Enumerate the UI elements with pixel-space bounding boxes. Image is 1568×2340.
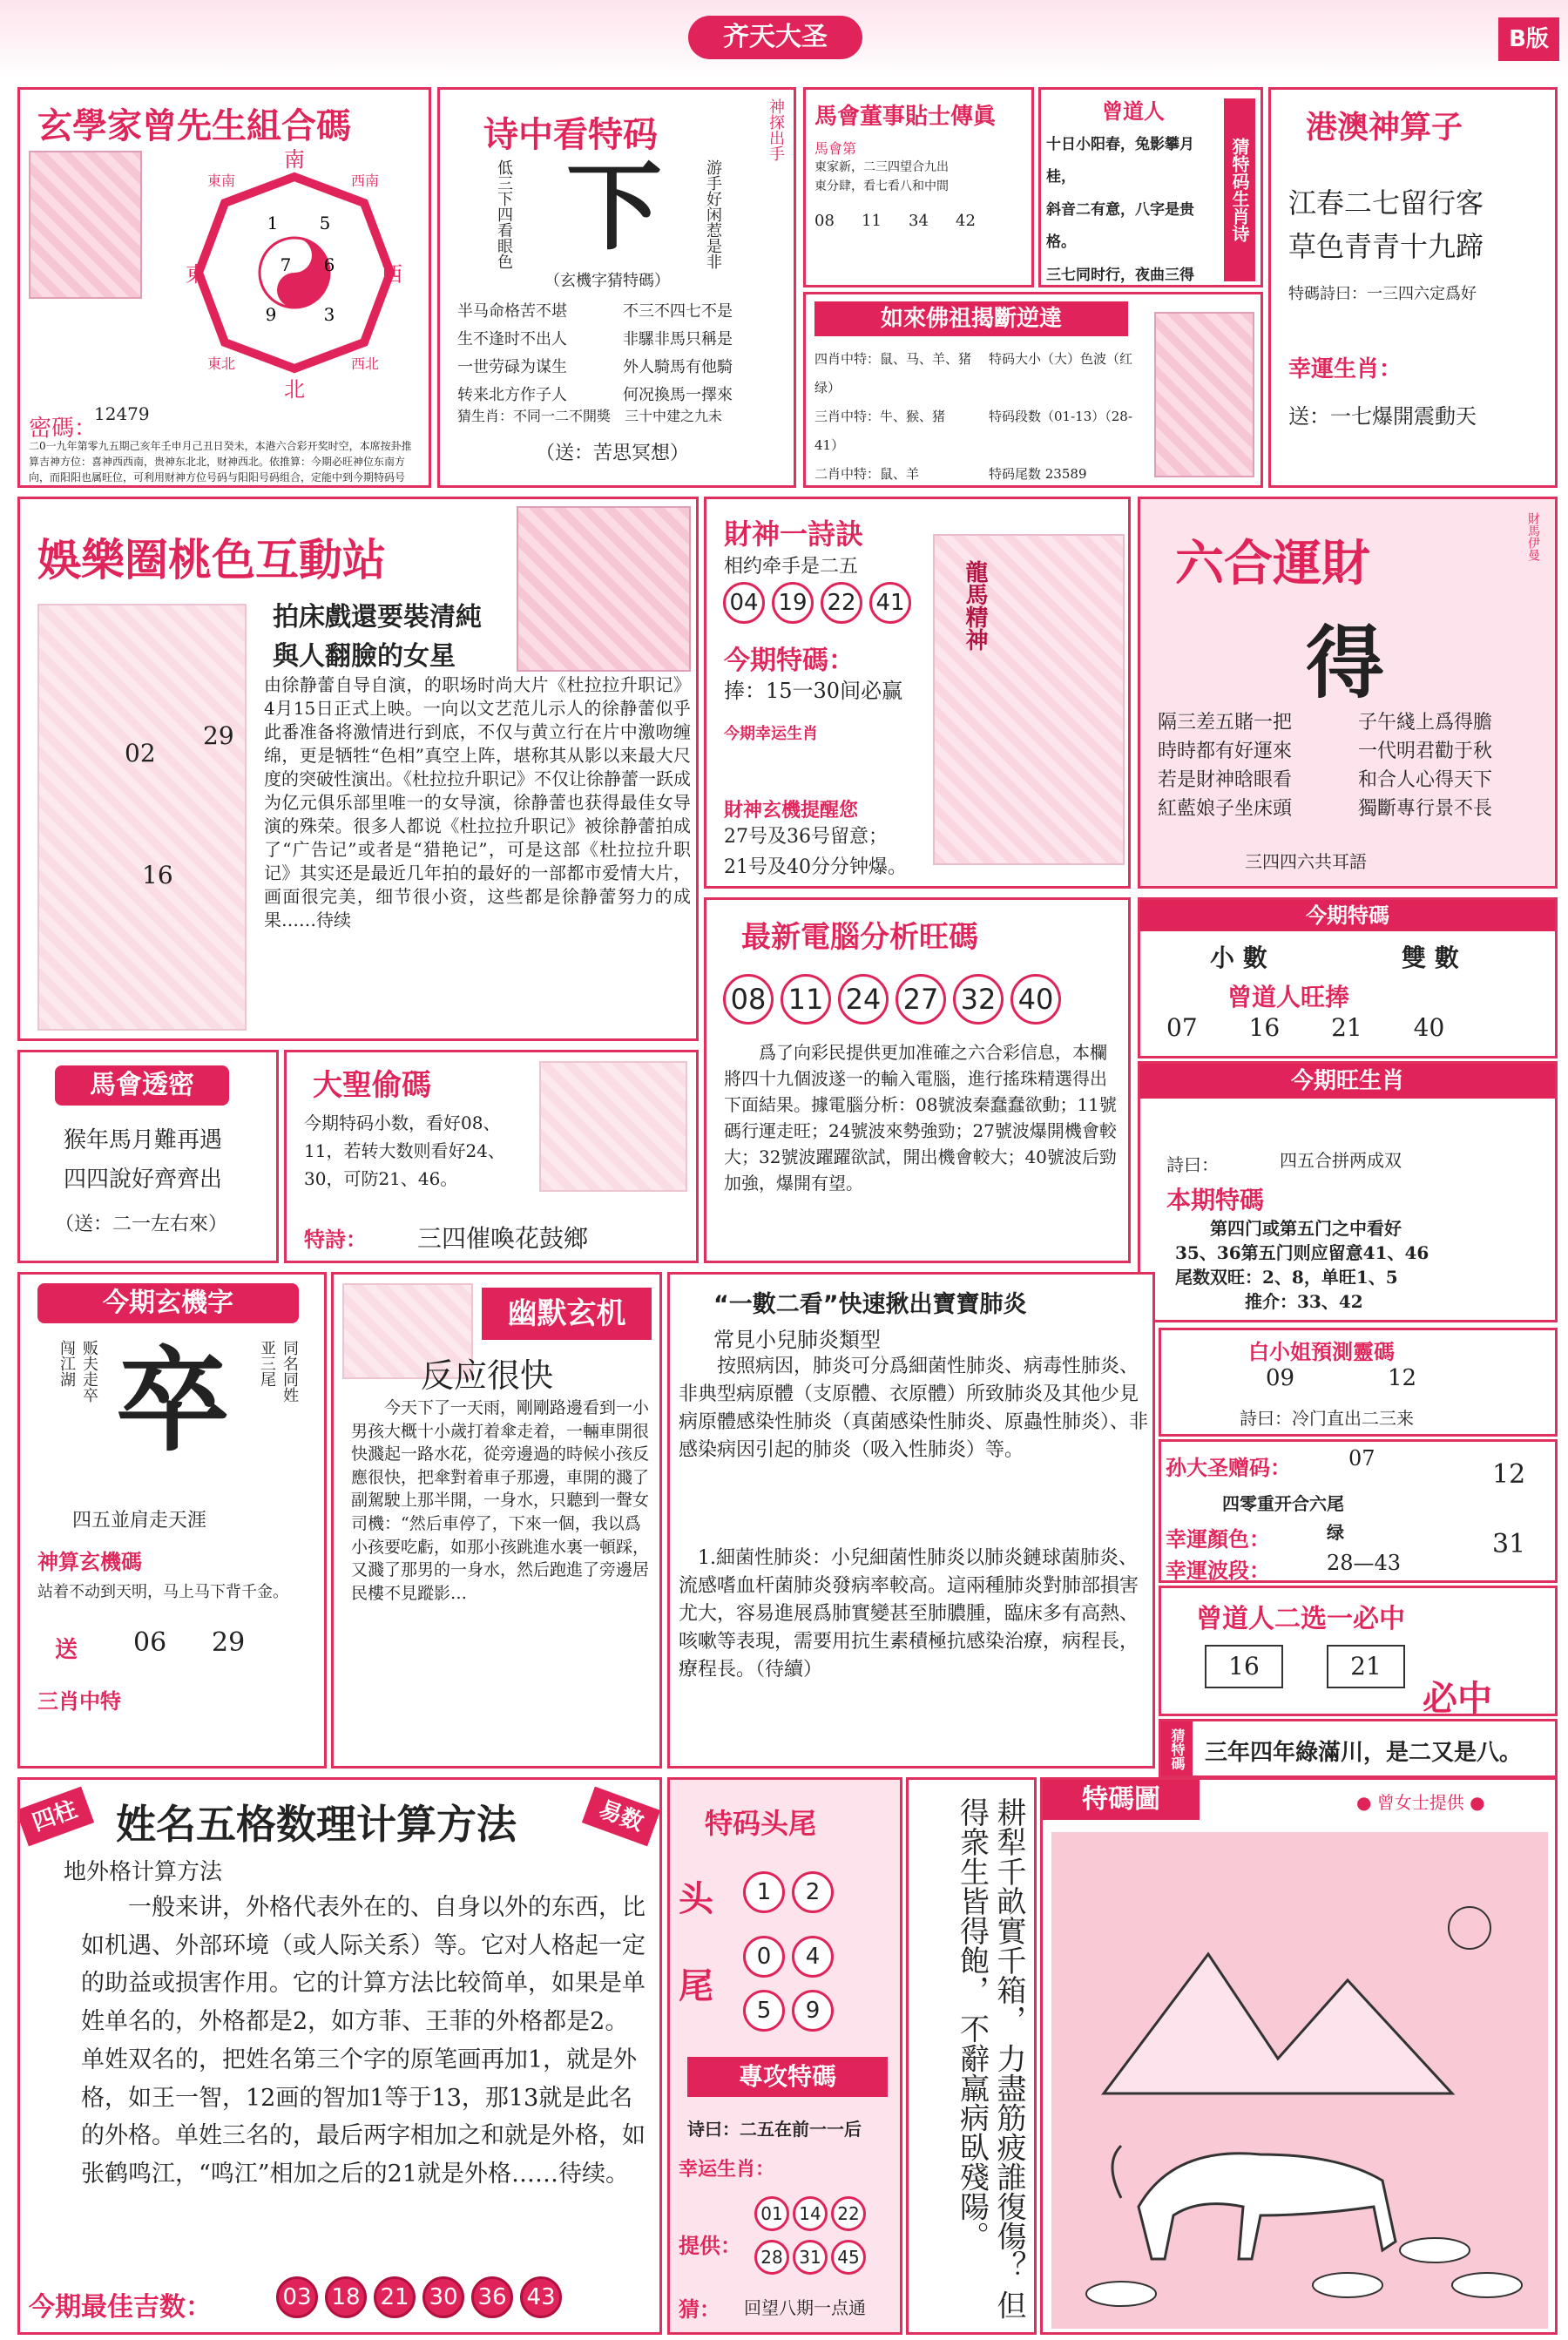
ball: 30 <box>422 2276 464 2318</box>
bagua-num: 5 <box>319 213 331 233</box>
bagua-num: 1 <box>267 213 279 233</box>
sub: 本期特碼 <box>1166 1186 1265 1214</box>
ball: 1 <box>743 1871 785 1913</box>
poem-value: 三四催喚花鼓鄉 <box>417 1224 589 1253</box>
ox-mountain-drawing <box>1051 1832 1548 2329</box>
num-a: 02 <box>125 739 156 768</box>
page-header <box>0 0 1568 78</box>
panel-title: 姓名五格数理计算方法 <box>116 1801 517 1848</box>
photo-woman <box>517 506 691 672</box>
num-c: 16 <box>142 861 173 889</box>
tip-2: 21号及40分分钟爆。 <box>724 856 907 878</box>
panel-title: 馬會董事貼士傳眞 <box>814 104 997 130</box>
ball: 5 <box>743 1990 785 2032</box>
headline-2: 與人翻臉的女星 <box>273 641 456 672</box>
body-text-2: 1.細菌性肺炎：小兒細菌性肺炎以肺炎鏈球菌肺炎、流感嗜血杆菌肺炎發病率較高。這兩種肺炎對肺部損害尤大，容易進展爲肺實變甚至肺膿腫，臨床多有高熱、咳嗽等表現，需要用抗生素積極抗感染治療，病程長，療程長。（待續） <box>679 1547 1139 1681</box>
panel-guess <box>1159 1719 1558 1778</box>
left-tag: 四柱 <box>17 1787 94 1847</box>
ball: 28 <box>754 2240 789 2275</box>
panel-title: 娛樂圈桃色互動站 <box>37 535 386 585</box>
hint: （玄機字猜特碼） <box>544 272 670 290</box>
big-char: 得 <box>1306 617 1384 709</box>
ball: 24 <box>838 974 889 1025</box>
lucky-label: 幸運生肖： <box>1288 356 1402 382</box>
side-label: 財馬伊曼 <box>1526 512 1540 561</box>
bagua-num: 6 <box>323 254 335 275</box>
bagua-num: 9 <box>265 304 277 325</box>
bagua-num: 7 <box>280 254 292 275</box>
ball: 11 <box>862 212 882 230</box>
dir-nw: 西北 <box>351 355 380 372</box>
body-text: 今期特码小数，看好08、11，若转大数则看好24、30，可防21、46。 <box>304 1113 505 1189</box>
issue-value: 捧：15一30间必赢 <box>724 679 903 703</box>
poem-line: 非騾非馬只稱是 <box>623 330 733 348</box>
ball: 2 <box>792 1871 834 1913</box>
num-1: 06 <box>133 1627 167 1658</box>
poem-line: 转来北方作子人 <box>457 386 567 404</box>
body-text: 由徐静蕾自导自演，的职场时尚大片《杜拉拉升职记》4月15日正式上映。一向以文艺范儿示人的徐静蕾似乎此番准备将激情进行到底，不仅与黄立行在片中激吻缠绵，更是牺牲“色相”真空上阵，堪称其从影以来最大尺度的突破性演出。《杜拉拉升职记》不仅让徐静蕾一跃成为亿元俱乐部里唯一的女导演，徐静蕾也获得最佳女导演的殊荣。很多人都说《杜拉拉升职记》被徐静蕾拍成了“广告记”或者是“猎艳记”，可是这部《杜拉拉升职记》其实还是最近几年拍的最好的一部都市爱情大片，画面很完美，细节很小资，这些都是徐静蕾努力的成果……待续 <box>264 674 691 930</box>
ball: 40 <box>1010 974 1061 1025</box>
panel-title: 港澳神算子 <box>1306 110 1463 145</box>
tag: 必中 <box>1423 1679 1492 1716</box>
label-b: 雙 數 <box>1402 943 1459 972</box>
tip-line: 東分肆，看七看八和中間 <box>814 179 949 193</box>
ball-row <box>720 974 1064 1025</box>
poem: 特碼詩曰：一三四六定爲好 <box>1288 285 1477 303</box>
dir-south: 南 <box>284 147 305 172</box>
panel-gangao <box>1268 87 1558 488</box>
ball: 9 <box>792 1990 834 2032</box>
poem-line: 一世劳碌为谋生 <box>457 358 567 376</box>
ball: 19 <box>772 582 814 624</box>
ball: 0 <box>743 1936 785 1978</box>
poem-label: 特詩： <box>304 1227 367 1252</box>
panel-title: 大聖偷碼 <box>313 1068 431 1103</box>
body-text: 今天下了一天雨，剛剛路邊看到一小男孩大概十小歲打着傘走着，一輛車開很快濺起一路水花，從旁邊過的時候小孩反應很快，把傘對着車子那邊，車開的濺了副駕駛上那半開，一身水，只聽到一聲女司機：“然后車停了，下來一個，我以爲小孩要吃虧，如那小孩跳進水裏一頓踩，又濺了那男的一身水，然后跑進了旁邊居民樓不見蹤影… <box>351 1398 650 1603</box>
panel-title: 幽默玄机 <box>482 1288 652 1340</box>
poem-line: 不三不四七不是 <box>623 302 733 321</box>
poem-grid <box>457 299 780 405</box>
headline-1: 拍床戲還要裝清純 <box>273 602 482 632</box>
headline: 反应很快 <box>421 1356 554 1395</box>
poem-value: 四五合拼两成双 <box>1280 1150 1402 1171</box>
line-2: 草色青青十九蹄 <box>1288 230 1484 263</box>
ball: 04 <box>723 582 765 624</box>
ball-row <box>814 212 976 230</box>
poem: 诗曰：二五在前一一后 <box>687 2119 862 2140</box>
head-balls <box>740 1871 837 1913</box>
big-char: 下 <box>566 151 662 263</box>
ball-row <box>273 2276 565 2318</box>
panel-title: 財神一詩訣 <box>724 517 864 551</box>
panel-xuanxue <box>17 87 431 488</box>
panel-caishen <box>704 497 1131 889</box>
tail-balls <box>740 1932 862 2040</box>
panel-humor <box>331 1272 662 1769</box>
wave-label: 幸運波段： <box>1166 1559 1270 1583</box>
panel-title: 最新電腦分析旺碼 <box>741 920 978 955</box>
poem-line: 外人騎馬有他騎 <box>623 358 733 376</box>
poem-line: 三七同时行，夜曲三得 <box>1046 266 1194 284</box>
body-text: 爲了向彩民提供更加准確之六合彩信息，本欄將四十九個波遂一的輸入電腦，進行搖珠精選得出下面結果。據電腦分析：08號波秦蠢蠢欲動；11號碼行運走旺；24號波來勢強勁；27號波爆開機會較大；32號波躍躍欲試，開出機會較大；40號波后勁加強，爆開有望。 <box>724 1042 1117 1194</box>
row: 三肖中特：牛、猴、猪 特码段数（01-13）（28-41） <box>814 409 1132 453</box>
panel-title: 白小姐預測靈碼 <box>1248 1340 1395 1364</box>
panel-sundasheng <box>1159 1439 1558 1583</box>
balls <box>753 2194 901 2281</box>
panel-title: 曾道人二选一必中 <box>1196 1604 1405 1634</box>
header-title: 齐天大圣 <box>688 16 862 59</box>
panel-title: 玄學家曾先生組合碼 <box>37 106 351 146</box>
col-1: 隔三差五賭一把 時時都有好運來 若是財神晗眼看 紅藍娘子坐床頭 <box>1158 712 1293 820</box>
right-text: 同名同姓 亚三尾 <box>258 1340 299 1403</box>
dir-se: 東南 <box>207 172 236 189</box>
panel-zodiac <box>1138 1061 1558 1322</box>
ball: 36 <box>471 2276 513 2318</box>
panel-title: 诗中看特码 <box>483 115 658 155</box>
num-1: 07 <box>1348 1446 1375 1471</box>
ball: 34 <box>909 212 929 230</box>
code-value: 12479 <box>94 403 150 424</box>
dir-ne: 東北 <box>207 355 236 372</box>
poem-line: 何况換馬一擇來 <box>623 386 733 404</box>
panel-title: 特码头尾 <box>705 1807 817 1840</box>
ball-row <box>720 582 915 624</box>
panel-title: 馬會透密 <box>55 1065 229 1106</box>
panel-special-code <box>1138 897 1558 1058</box>
ball: 31 <box>793 2240 828 2275</box>
num-2: 29 <box>212 1627 246 1658</box>
color-value: 绿 <box>1327 1522 1344 1543</box>
num-1: 16 <box>1205 1645 1283 1688</box>
col-2: 子午綫上爲得膽 一代明君勸于秋 和合人心得天下 獨斷專行景不長 <box>1358 712 1493 820</box>
ball: 41 <box>869 582 911 624</box>
ball: 22 <box>831 2196 866 2231</box>
lucky-label: 幸运生肖： <box>679 2159 775 2181</box>
panel-head-tail <box>667 1777 902 2335</box>
monkey-image <box>539 1061 687 1192</box>
sub: 曾道人旺捧 <box>1227 983 1350 1011</box>
sub: 四零重开合六尾 <box>1222 1493 1344 1514</box>
panel-baixiaojie <box>1159 1328 1558 1437</box>
issue-label: 今期特碼： <box>724 646 855 676</box>
tail-label: 尾 <box>679 1966 713 2006</box>
ball: 32 <box>953 974 1004 1025</box>
banner-text: 龍馬精神 <box>962 560 988 651</box>
panel-title: “一數二看”快速揪出寶寶肺炎 <box>713 1291 1027 1318</box>
side-banner: 猜特码生肖诗 <box>1224 98 1255 281</box>
credit: ● 曾女士提供 ● <box>1356 1792 1485 1813</box>
body-text: 一般来讲，外格代表外在的、自身以外的东西，比如机遇、外部环境（或人际关系）等。它对人格起一定的助益或损害作用。它的计算方法比较简单，如果是单姓单名的，外格都是2，如方菲、王菲的外格都是2。单姓双名的，把姓名第三个字的原笔画再加1，就是外格，如王一智，12画的智加1等于13，那13就是此名的外格。单姓三名的，最后两字相加之和就是外格，如张鹤鸣江，“鸣江”相加之后的21就是外格……待续。 <box>81 1894 645 2188</box>
panel-title: 今期旺生肖 <box>1140 1064 1555 1099</box>
num-b: 29 <box>203 721 234 750</box>
num-2: 12 <box>1492 1459 1526 1490</box>
code-label: 密碼： <box>29 416 98 442</box>
body-text: 按照病因，肺炎可分爲細菌性肺炎、病毒性肺炎、非典型病原體（支原體、衣原體）所致肺炎及其他少見病原體感染性肺炎（真菌感染性肺炎、原蟲性肺炎）、非感染病因引起的肺炎（吸入性肺炎）等。 <box>679 1356 1149 1461</box>
poem-left: 低三下四看眼色 <box>495 159 513 269</box>
detail: 第四门或第五门之中看好 35、36第五门则应留意41、46 尾数双旺：2、8，单旺1、5 推介：33、42 <box>1175 1218 1429 1312</box>
poem-line: 生不逢时不出人 <box>457 330 567 348</box>
ball: 11 <box>781 974 831 1025</box>
tip-1: 27号及36号留意； <box>724 826 888 848</box>
big-char: 卒 <box>116 1334 230 1467</box>
head-label: 头 <box>679 1879 713 1919</box>
poem-line: 斜音二有意，八字是贵格。 <box>1046 200 1194 252</box>
ball: 22 <box>821 582 862 624</box>
ball: 18 <box>325 2276 367 2318</box>
lucky-label: 今期最佳吉数： <box>29 2292 212 2323</box>
panel-poem-code <box>437 87 796 488</box>
dir-west: 西 <box>382 262 402 287</box>
sub: 地外格计算方法 <box>64 1859 223 1885</box>
poem-col: 耕犁千畝實千箱， 力盡筋疲誰復傷？ 但得衆生皆得飽， 不辭羸病臥殘陽。 <box>954 1797 1026 2320</box>
panel-horse-tips <box>803 87 1034 287</box>
sub: 常見小兒肺炎類型 <box>713 1328 881 1352</box>
line-2: 四四說好齊齊出 <box>64 1167 223 1193</box>
send: 送：一七爆開震動天 <box>1288 404 1477 429</box>
edition-badge: B版 <box>1498 17 1559 61</box>
num-2: 12 <box>1388 1365 1417 1391</box>
row: 二肖中特：鼠、羊 特码尾数 23589 <box>814 466 1087 482</box>
ball: 21 <box>374 2276 416 2318</box>
ball: 43 <box>520 2276 562 2318</box>
guess-text: 三年四年綠滿川，是二又是八。 <box>1205 1740 1523 1766</box>
body-text: 二0一九年第零九五期己亥年壬申月己丑日癸未，本港六合彩开奖时空，本席按卦推算吉神方位：喜神西西南，贵神东北北，财神西北。依推算：今期必旺神位东南方向，而阳阳也属旺位，可利用财神方位号码与阳阳号码组合，定能中到今期特码号 <box>29 440 412 484</box>
panel-rulai <box>803 292 1263 488</box>
poem-label: 詩曰： <box>1166 1154 1219 1175</box>
dir-sw: 西南 <box>351 172 380 189</box>
panel-liuhe <box>1138 497 1558 889</box>
ball: 4 <box>792 1936 834 1978</box>
label-a: 小 數 <box>1210 943 1267 972</box>
color-label: 幸運顏色： <box>1166 1527 1270 1552</box>
ball: 08 <box>723 974 774 1025</box>
row: 四肖中特：鼠、马、羊、猪 特码大小（大）色波（红绿） <box>814 351 1133 396</box>
wave-value: 28—43 <box>1327 1551 1402 1575</box>
sub-value: 站着不动到天明，马上马下背千金。 <box>37 1583 288 1601</box>
panel-pick-one <box>1159 1586 1558 1716</box>
ball: 03 <box>276 2276 318 2318</box>
side-label: 猜特碼 <box>1161 1721 1193 1777</box>
panel-title: 曾道人 <box>1102 99 1165 124</box>
panel-zeng-daoren <box>1038 87 1263 287</box>
ball: 27 <box>896 974 946 1025</box>
line-1: 猴年馬月難再遇 <box>64 1127 223 1153</box>
sub: 馬會第 <box>814 140 857 157</box>
ball: 14 <box>793 2196 828 2231</box>
guess-value: 回望八期一点通 <box>744 2297 866 2318</box>
ball: 01 <box>754 2196 789 2231</box>
send-text: （送：苦思冥想） <box>536 443 690 464</box>
panel-pneumonia <box>667 1272 1155 1769</box>
side-label: 神探出手 <box>767 98 785 161</box>
tips-title: 財神玄機提醒您 <box>724 800 859 822</box>
ball: 45 <box>831 2240 866 2275</box>
panel-dasheng <box>284 1050 699 1263</box>
bagua-num: 3 <box>323 304 335 325</box>
three-label: 三肖中特 <box>37 1689 121 1714</box>
panel-title: 如來佛祖揭斷逆達 <box>814 301 1128 336</box>
panel-code-picture <box>1040 1777 1558 2335</box>
sub: 專攻特碼 <box>687 2057 888 2097</box>
num-2: 21 <box>1327 1645 1405 1688</box>
foot: 三四四六共耳語 <box>1245 851 1367 872</box>
bagua-diagram <box>177 142 412 403</box>
num-1: 09 <box>1266 1365 1295 1391</box>
right-tag: 易数 <box>582 1787 660 1847</box>
give-label: 提供： <box>679 2234 741 2258</box>
send-label: 送 <box>55 1637 78 1663</box>
dir-east: 東 <box>186 262 206 287</box>
sub: 神算玄機碼 <box>37 1550 142 1574</box>
dir-north: 北 <box>284 377 305 402</box>
poem: 詩曰：冷门直出二三来 <box>1240 1408 1414 1429</box>
line-1: 江春二七留行客 <box>1288 186 1484 220</box>
panel-title: 特碼圖 <box>1043 1780 1200 1820</box>
tip-line: 東家新，二三四望合九出 <box>814 160 949 174</box>
poem-block <box>1046 129 1220 287</box>
lucky-label: 今期幸运生肖 <box>724 725 818 743</box>
send: （送：二一左右來） <box>55 1214 228 1235</box>
poem-right: 游手好闲惹是非 <box>704 159 722 269</box>
model-image <box>37 604 247 1031</box>
panel-entertainment <box>17 497 699 1041</box>
poem-line: 十日小阳春，兔影攀月桂， <box>1046 136 1194 186</box>
rows <box>814 345 1146 488</box>
panel-title: 今期玄機字 <box>37 1283 299 1323</box>
guess-label: 猜： <box>679 2297 720 2322</box>
panel-computer <box>704 897 1131 1263</box>
panel-horse-secret <box>17 1050 279 1263</box>
panel-title: 今期特碼 <box>1140 900 1555 931</box>
foot: 四五並肩走天涯 <box>72 1510 207 1532</box>
num-3: 31 <box>1492 1529 1526 1559</box>
buddha-image <box>1154 312 1254 477</box>
panel-vertical-poem <box>906 1777 1037 2335</box>
panel-title: 孙大圣赠码： <box>1166 1456 1291 1480</box>
portrait-photo <box>29 151 142 299</box>
poem-foot: 猜生肖：不同一二不開獎 三十中建之九未 <box>457 408 723 424</box>
ball-row: 07 16 21 40 <box>1166 1013 1445 1042</box>
poem-line: 半马命格苦不堪 <box>457 302 567 321</box>
ball: 42 <box>956 212 976 230</box>
panel-name-calc <box>17 1777 662 2335</box>
panel-xuanji-word <box>17 1272 327 1769</box>
ball: 08 <box>814 212 835 230</box>
panel-title: 六合運財 <box>1175 536 1370 592</box>
left-text: 贩夫走卒 闯江湖 <box>57 1340 98 1403</box>
sub: 相约牵手是二五 <box>724 556 859 578</box>
